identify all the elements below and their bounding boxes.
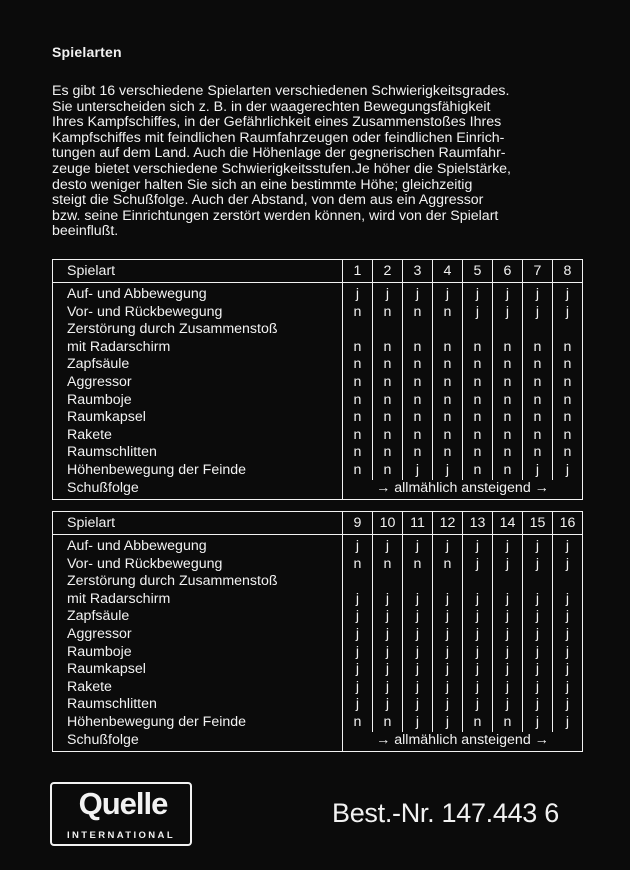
table-cell: j <box>343 535 373 556</box>
intro-line: zeuge bietet verschiedene Schwierigkeitsstufen.Je höher die Spielstärke, <box>52 160 511 177</box>
table-row <box>53 427 583 445</box>
table-cell <box>403 573 433 591</box>
table-cell: n <box>403 556 433 574</box>
table-header-row <box>53 260 583 283</box>
table-cell: n <box>373 374 403 392</box>
table-cell: j <box>553 679 583 697</box>
table-cell: j <box>553 714 583 732</box>
intro-line: Ihres Kampfschiffes, in der Gefährlichkeit eines Zusammenstoßes Ihres <box>52 114 502 131</box>
table-cell <box>463 321 493 339</box>
game-modes-table-9-16 <box>52 511 583 752</box>
table-cell: j <box>523 608 553 626</box>
table-cell: j <box>463 644 493 662</box>
table-cell: n <box>403 392 433 410</box>
table-row <box>53 644 583 662</box>
table-cell: n <box>433 444 463 462</box>
table-cell: j <box>463 591 493 609</box>
table-cell: j <box>523 283 553 304</box>
table-cell: j <box>463 679 493 697</box>
table-cell: n <box>463 409 493 427</box>
column-header: 3 <box>403 260 433 283</box>
table-cell <box>523 573 553 591</box>
table-cell: j <box>343 283 373 304</box>
row-label: Vor- und Rückbewegung <box>53 304 343 322</box>
intro-line: Kampfschiffes mit feindlichen Raumfahrzeugen oder feindlichen Einrich- <box>52 129 505 146</box>
table-row <box>53 374 583 392</box>
column-header: 6 <box>493 260 523 283</box>
table-cell: j <box>523 661 553 679</box>
table-cell <box>343 321 373 339</box>
table-cell: n <box>373 714 403 732</box>
column-header: 2 <box>373 260 403 283</box>
table-cell: n <box>373 444 403 462</box>
table-cell: j <box>493 591 523 609</box>
table-cell: j <box>433 462 463 480</box>
table-cell: j <box>523 304 553 322</box>
table-cell: j <box>373 608 403 626</box>
column-header: 5 <box>463 260 493 283</box>
row-label: Zapfsäule <box>53 356 343 374</box>
table-row <box>53 480 583 500</box>
table-cell: j <box>553 283 583 304</box>
table-cell: n <box>523 427 553 445</box>
table-cell: j <box>373 626 403 644</box>
table-cell: n <box>343 556 373 574</box>
table-cell: j <box>463 283 493 304</box>
table-cell: n <box>493 714 523 732</box>
table-cell: j <box>433 714 463 732</box>
table-header-row <box>53 512 583 535</box>
table-cell: j <box>433 535 463 556</box>
table-cell <box>433 321 463 339</box>
row-label: mit Radarschirm <box>53 591 343 609</box>
table-cell: j <box>463 696 493 714</box>
game-modes-table-1-8 <box>52 259 583 500</box>
table-cell: n <box>343 444 373 462</box>
table-cell: j <box>433 591 463 609</box>
table-cell: j <box>373 591 403 609</box>
table-cell: n <box>523 409 553 427</box>
column-header: 7 <box>523 260 553 283</box>
table-cell: j <box>403 661 433 679</box>
row-label: Zerstörung durch Zusammenstoß <box>53 573 343 591</box>
table-row <box>53 661 583 679</box>
table-row <box>53 409 583 427</box>
table-row <box>53 356 583 374</box>
table-cell: n <box>343 462 373 480</box>
table-cell: j <box>373 283 403 304</box>
table-cell: j <box>433 661 463 679</box>
column-header: 16 <box>553 512 583 535</box>
table-cell: n <box>373 462 403 480</box>
table-cell: n <box>343 427 373 445</box>
quelle-logo <box>50 782 192 846</box>
table-cell <box>373 573 403 591</box>
table-cell: j <box>373 696 403 714</box>
table-cell: j <box>463 304 493 322</box>
table-row <box>53 626 583 644</box>
table-cell: n <box>343 356 373 374</box>
table-cell <box>463 573 493 591</box>
table-row <box>53 392 583 410</box>
table-cell: j <box>403 283 433 304</box>
table-cell: n <box>343 374 373 392</box>
table-cell: j <box>433 644 463 662</box>
table-cell: j <box>493 626 523 644</box>
header-label: Spielart <box>53 512 343 535</box>
table-row <box>53 573 583 591</box>
table-cell: j <box>403 462 433 480</box>
table-cell: n <box>493 392 523 410</box>
table-cell: j <box>523 462 553 480</box>
table-cell: n <box>373 556 403 574</box>
column-header: 9 <box>343 512 373 535</box>
table-cell: j <box>553 556 583 574</box>
table-cell: n <box>403 409 433 427</box>
table-cell <box>553 321 583 339</box>
fire-rate-note: → allmählich ansteigend → <box>343 480 583 500</box>
row-label: Raumschlitten <box>53 444 343 462</box>
table-cell: n <box>493 356 523 374</box>
table-cell: j <box>553 608 583 626</box>
table-cell: j <box>463 626 493 644</box>
table-row <box>53 556 583 574</box>
table-cell: j <box>403 644 433 662</box>
column-header: 11 <box>403 512 433 535</box>
table-cell: n <box>343 304 373 322</box>
table-cell: n <box>373 427 403 445</box>
table-row <box>53 462 583 480</box>
row-label: Rakete <box>53 427 343 445</box>
table-cell: j <box>553 591 583 609</box>
table-cell: n <box>463 374 493 392</box>
row-label: Höhenbewegung der Feinde <box>53 462 343 480</box>
table-cell: j <box>523 626 553 644</box>
table-cell: j <box>343 644 373 662</box>
row-label: Aggressor <box>53 626 343 644</box>
row-label: Schußfolge <box>53 480 343 500</box>
table-cell: n <box>553 374 583 392</box>
table-cell: j <box>553 535 583 556</box>
intro-line: Sie unterscheiden sich z. B. in der waagerechten Bewegungsfähigkeit <box>52 98 491 115</box>
row-label: Auf- und Abbewegung <box>53 535 343 556</box>
table-cell: j <box>553 644 583 662</box>
table-cell: j <box>433 696 463 714</box>
table-row <box>53 304 583 322</box>
table-cell: j <box>343 696 373 714</box>
table-cell: n <box>433 427 463 445</box>
table-cell: n <box>493 427 523 445</box>
column-header: 10 <box>373 512 403 535</box>
column-header: 1 <box>343 260 373 283</box>
table-cell: n <box>463 356 493 374</box>
table-cell: n <box>523 374 553 392</box>
table-cell: n <box>463 714 493 732</box>
table-cell: j <box>493 679 523 697</box>
table-row <box>53 283 583 304</box>
table-cell <box>343 573 373 591</box>
table-cell: j <box>493 535 523 556</box>
table-cell: j <box>373 679 403 697</box>
table-cell: n <box>523 339 553 357</box>
table-row <box>53 591 583 609</box>
table-cell: j <box>553 626 583 644</box>
table-row <box>53 696 583 714</box>
table-cell: n <box>553 444 583 462</box>
table-cell: n <box>403 304 433 322</box>
table-cell: j <box>433 283 463 304</box>
table-cell: j <box>493 696 523 714</box>
table-cell: j <box>403 714 433 732</box>
table-cell: n <box>523 444 553 462</box>
table-cell: j <box>463 608 493 626</box>
table-row <box>53 608 583 626</box>
table-cell: n <box>433 304 463 322</box>
column-header: 14 <box>493 512 523 535</box>
table-cell: n <box>403 374 433 392</box>
table-cell: j <box>433 608 463 626</box>
table-cell: n <box>493 409 523 427</box>
table-cell: n <box>403 427 433 445</box>
table-cell: n <box>553 409 583 427</box>
table-cell: j <box>493 661 523 679</box>
table-cell: n <box>433 556 463 574</box>
intro-line: steigt die Schußfolge. Auch der Abstand, von dem aus ein Aggressor <box>52 192 484 209</box>
table-cell: j <box>373 644 403 662</box>
column-header: 13 <box>463 512 493 535</box>
table-cell: j <box>343 608 373 626</box>
intro-line: beeinflußt. <box>52 223 119 240</box>
table-cell: n <box>373 392 403 410</box>
table-cell: n <box>493 374 523 392</box>
table-cell <box>433 573 463 591</box>
table-cell <box>373 321 403 339</box>
table-cell: j <box>463 661 493 679</box>
table-cell: j <box>493 644 523 662</box>
table-cell: n <box>463 462 493 480</box>
table-cell: n <box>523 356 553 374</box>
column-header: 15 <box>523 512 553 535</box>
table-cell: n <box>433 356 463 374</box>
order-number: Best.-Nr. 147.443 6 <box>332 798 559 828</box>
table-cell: n <box>553 356 583 374</box>
table-cell: j <box>373 535 403 556</box>
table-cell: j <box>343 661 373 679</box>
table-row <box>53 321 583 339</box>
row-label: Raumschlitten <box>53 696 343 714</box>
table-cell: n <box>493 462 523 480</box>
table-cell <box>493 573 523 591</box>
table-row <box>53 732 583 752</box>
row-label: Raumboje <box>53 644 343 662</box>
table-cell: n <box>493 444 523 462</box>
table-cell: n <box>373 409 403 427</box>
table-cell: j <box>403 696 433 714</box>
table-cell: j <box>523 591 553 609</box>
table-cell: n <box>373 356 403 374</box>
row-label: Raumkapsel <box>53 661 343 679</box>
table-cell: j <box>463 556 493 574</box>
table-cell: n <box>463 339 493 357</box>
row-label: Zapfsäule <box>53 608 343 626</box>
intro-line: tungen auf dem Land. Auch die Höhenlage der gegnerischen Raumfahr- <box>52 145 506 162</box>
table-cell: j <box>523 714 553 732</box>
table-row <box>53 714 583 732</box>
table-cell: j <box>553 696 583 714</box>
logo-wordmark: Quelle <box>78 786 168 821</box>
row-label: Zerstörung durch Zusammenstoß <box>53 321 343 339</box>
table-cell: n <box>433 409 463 427</box>
table-cell: j <box>403 626 433 644</box>
row-label: Raumboje <box>53 392 343 410</box>
intro-line: desto weniger halten Sie sich an eine bestimmte Höhe; gleichzeitig <box>52 176 473 193</box>
table-cell: j <box>343 626 373 644</box>
table-cell: j <box>493 556 523 574</box>
row-label: Höhenbewegung der Feinde <box>53 714 343 732</box>
table-row <box>53 339 583 357</box>
header-label: Spielart <box>53 260 343 283</box>
table-cell: j <box>403 591 433 609</box>
table-cell: n <box>523 392 553 410</box>
table-cell: j <box>373 661 403 679</box>
table-cell: j <box>523 556 553 574</box>
intro-paragraph <box>52 84 588 240</box>
table-cell: n <box>433 339 463 357</box>
table-cell: n <box>463 444 493 462</box>
table-cell: n <box>553 392 583 410</box>
row-label: Aggressor <box>53 374 343 392</box>
table-cell: n <box>403 339 433 357</box>
table-row <box>53 444 583 462</box>
intro-line: bzw. seine Einrichtungen zerstört werden können, wird von der Spielart <box>52 207 499 224</box>
table-cell <box>523 321 553 339</box>
table-cell: j <box>343 591 373 609</box>
table-cell: n <box>463 392 493 410</box>
table-cell: n <box>343 714 373 732</box>
table-cell: n <box>403 356 433 374</box>
table-cell: j <box>493 283 523 304</box>
table-cell <box>493 321 523 339</box>
table-cell: j <box>553 661 583 679</box>
table-cell <box>403 321 433 339</box>
row-label: Rakete <box>53 679 343 697</box>
table-cell <box>553 573 583 591</box>
table-cell: n <box>373 304 403 322</box>
fire-rate-note: → allmählich ansteigend → <box>343 732 583 752</box>
table-row <box>53 679 583 697</box>
row-label: Schußfolge <box>53 732 343 752</box>
table-cell: j <box>403 679 433 697</box>
table-cell: j <box>523 679 553 697</box>
table-cell: n <box>463 427 493 445</box>
table-cell: j <box>403 608 433 626</box>
table-cell: n <box>343 409 373 427</box>
table-cell: j <box>343 679 373 697</box>
table-cell: j <box>553 462 583 480</box>
section-heading: Spielarten <box>52 44 122 60</box>
column-header: 4 <box>433 260 463 283</box>
table-cell: n <box>343 339 373 357</box>
table-cell: n <box>433 392 463 410</box>
table-cell: n <box>553 339 583 357</box>
table-cell: j <box>523 535 553 556</box>
table-cell: j <box>553 304 583 322</box>
table-cell: j <box>433 679 463 697</box>
table-cell: n <box>403 444 433 462</box>
table-cell: n <box>433 374 463 392</box>
table-cell: n <box>373 339 403 357</box>
row-label: mit Radarschirm <box>53 339 343 357</box>
table-cell: j <box>493 304 523 322</box>
row-label: Auf- und Abbewegung <box>53 283 343 304</box>
row-label: Vor- und Rückbewegung <box>53 556 343 574</box>
table-cell: j <box>493 608 523 626</box>
table-cell: j <box>433 626 463 644</box>
table-cell: n <box>553 427 583 445</box>
column-header: 8 <box>553 260 583 283</box>
table-cell: j <box>523 696 553 714</box>
logo-subtitle: INTERNATIONAL <box>66 830 176 841</box>
table-cell: j <box>523 644 553 662</box>
table-cell: j <box>463 535 493 556</box>
table-cell: n <box>343 392 373 410</box>
table-cell: j <box>403 535 433 556</box>
intro-line: Es gibt 16 verschiedene Spielarten verschiedenen Schwierigkeitsgrades. <box>52 83 510 99</box>
row-label: Raumkapsel <box>53 409 343 427</box>
column-header: 12 <box>433 512 463 535</box>
table-cell: n <box>493 339 523 357</box>
table-row <box>53 535 583 556</box>
